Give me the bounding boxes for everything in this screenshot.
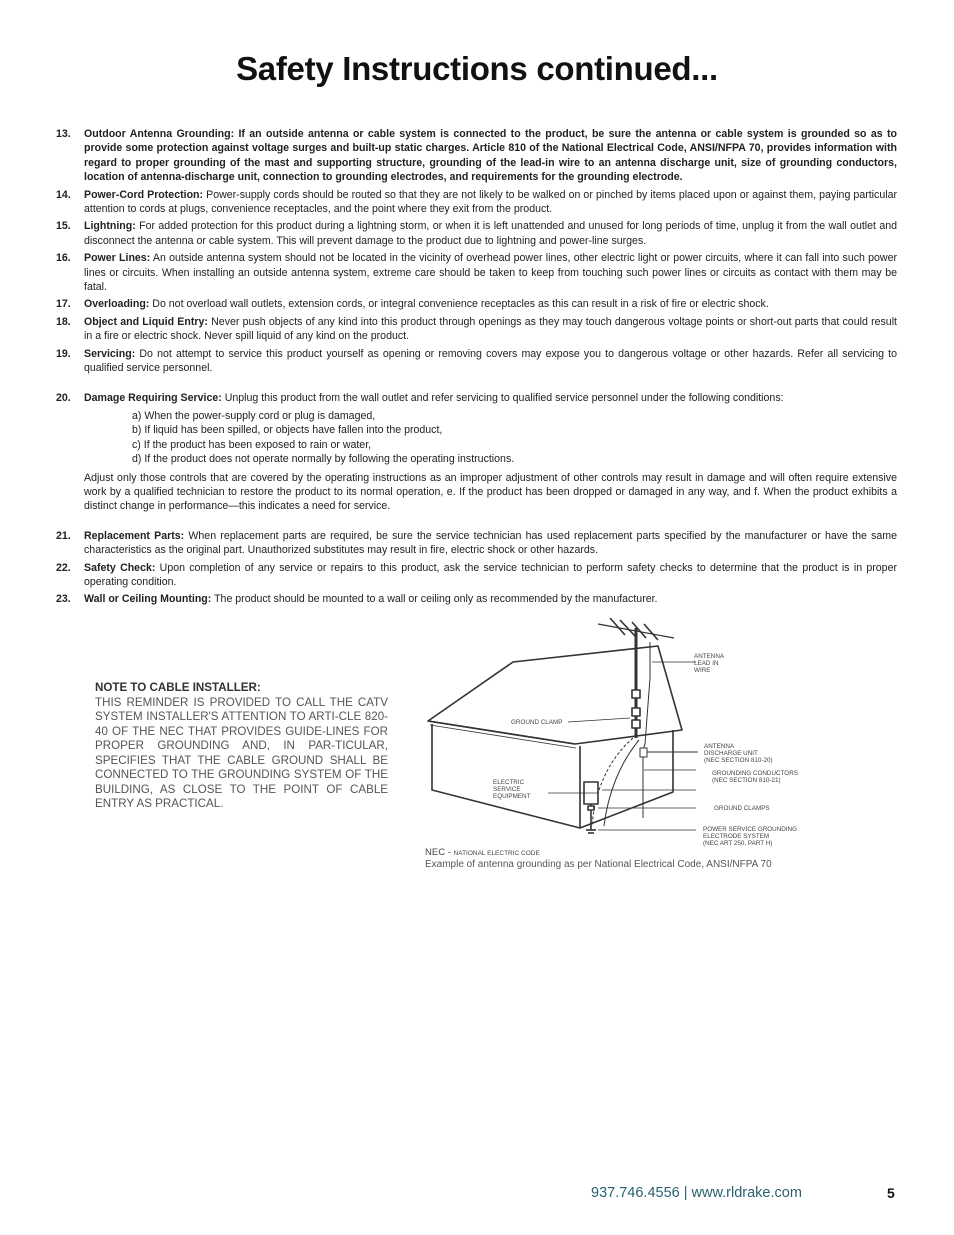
- condition-item: a) When the power-supply cord or plug is damaged,: [132, 409, 376, 422]
- label-electric-service-2: SERVICE: [493, 786, 521, 793]
- label-power-service-1: POWER SERVICE GROUNDING: [703, 826, 797, 833]
- label-antenna-lead-2: LEAD IN: [694, 660, 719, 667]
- instruction-item-19: [56, 347, 897, 376]
- instruction-item-14: [56, 188, 897, 217]
- footer-contact: 937.746.4556 | www.rldrake.com: [591, 1185, 802, 1201]
- note-title: NOTE TO CABLE INSTALLER:: [95, 681, 261, 694]
- svg-text:ANTENNA: [694, 653, 725, 660]
- item-heading: Servicing:: [84, 347, 136, 360]
- svg-text:EQUIPMENT: [493, 793, 531, 800]
- condition-item: b) If liquid has been spilled, or objects have fallen into the product,: [132, 424, 443, 437]
- item-text: The product should be mounted to a wall or ceiling only as recommended by the manufacturer.: [214, 593, 658, 606]
- item-text: Do not overload wall outlets, extension cords, or integral convenience receptacles as this can result in a risk of fire or electric shock.: [152, 298, 769, 311]
- label-power-service-2: ELECTRODE SYSTEM: [703, 833, 770, 840]
- item-heading: Lightning:: [84, 220, 136, 233]
- label-discharge-2: DISCHARGE UNIT: [704, 750, 758, 757]
- svg-text:DISCHARGE UNIT: [704, 750, 758, 757]
- item-number: 18.: [56, 315, 71, 328]
- item-text: Power-supply cords should be routed so that they are not likely to be walked on or pinched by items placed upon or against them, paying particular attention to cords at plugs, convenience receptacles, and the point where they exit from the product.: [84, 188, 897, 216]
- item-text: An outside antenna system should not be located in the vicinity of overhead power lines, other electric light or power circuits, where it can fall into such power lines or circuits. When installing an outside antenna system, extreme care should be taken to keep from touching such power lines or circuits as contact with them may be fatal.: [84, 252, 897, 294]
- svg-text:(NEC SECTION 810-20): [704, 757, 773, 764]
- instruction-item-13: [56, 127, 897, 185]
- page-title: Safety Instructions continued...: [236, 50, 718, 87]
- item-text: Upon completion of any service or repairs to this product, ask the service technician to perform safety checks to determine that the product is in proper operating condition.: [84, 561, 897, 588]
- note-text: THIS REMINDER IS PROVIDED TO CALL THE CATV SYSTEM INSTALLER'S ATTENTION TO ARTI-CLE 820-40 OF THE NEC THAT PROVIDES GUIDE-LINES FOR PROPER GROUNDING AND, IN PAR-TICULAR, SPECIFIES THAT THE CABLE GROUND SHALL BE CONNECTED TO THE GROUNDING SYSTEM OF THE BUILDING, AS CLOSE TO THE POINT OF CABLE ENTRY AS PRACTICAL.: [95, 695, 388, 810]
- svg-text:ANTENNA: [704, 743, 735, 750]
- svg-text:LEAD IN: [694, 660, 719, 667]
- condition-item: c) If the product has been exposed to rain or water,: [132, 438, 372, 451]
- instruction-item-23: [56, 592, 897, 606]
- svg-text:GROUNDING CONDUCTORS: [712, 770, 798, 777]
- label-grounding-conductors-1: GROUNDING CONDUCTORS: [712, 770, 798, 777]
- item-heading: Power-Cord Protection:: [84, 188, 204, 201]
- item-heading: Outdoor Antenna Grounding:: [84, 128, 235, 140]
- item-heading: Power Lines:: [84, 252, 151, 265]
- svg-text:WIRE: [694, 667, 710, 674]
- label-grounding-conductors-2: (NEC SECTION 810-21): [712, 777, 781, 784]
- item-text: If an outside antenna or cable system is connected to the product, be sure the antenna or cable system is grounded so as to provide some protection against voltage surges and built-up static charges. Article 810 of the National Electrical Code, ANSI/NFPA 70, provides information with regard to proper grounding of the mast and supporting structure, grounding of the lead-in wire to an antenna discharge unit, size of grounding conductors, location of antenna-discharge unit, connection to grounding electrodes, and requirements for the grounding electrode.: [84, 128, 897, 184]
- label-discharge-3: (NEC SECTION 810-20): [704, 757, 773, 764]
- instruction-item-18: [56, 315, 897, 344]
- item-text: Never push objects of any kind into this product through openings as they may touch dangerous voltage points or short-out parts that could result in a fire or electric shock. Never spill liquid of any kind on the product.: [84, 315, 897, 343]
- safety-instruction-list: [56, 127, 897, 607]
- instruction-item-15: [56, 219, 897, 248]
- item-text: Do not attempt to service this product yourself as opening or removing covers may expose you to dangerous voltage or other hazards. Refer all servicing to qualified service personnel.: [84, 347, 897, 375]
- svg-text:(NEC ART 250, PART H): [703, 840, 772, 847]
- nec-full-name: NATIONAL ELECTRIC CODE: [453, 850, 540, 857]
- item-text: Unplug this product from the wall outlet and refer servicing to qualified service personnel under the following conditions:: [224, 391, 784, 404]
- nec-abbreviation: NEC -: [425, 847, 451, 858]
- item-number: 17.: [56, 298, 71, 311]
- label-electric-service-1: ELECTRIC: [493, 779, 525, 786]
- item-heading: Object and Liquid Entry:: [84, 315, 208, 328]
- instruction-item-20: [56, 391, 897, 514]
- instruction-item-22: [56, 561, 897, 590]
- item-number: 22.: [56, 561, 71, 574]
- label-antenna-lead-1: ANTENNA: [694, 653, 725, 660]
- instruction-item-21: [56, 529, 897, 558]
- page-number: 5: [887, 1185, 895, 1201]
- instruction-item-16: [56, 251, 897, 294]
- condition-list: [84, 409, 897, 467]
- svg-text:(NEC SECTION 810-21): [712, 777, 781, 784]
- adjustment-paragraph: Adjust only those controls that are covered by the operating instructions as an improper adjustment of other controls may result in damage and will often require extensive work by a qualified technician to restore the product to its normal operation, e. If the product has been dropped or damaged in any way, and f. When the product exhibits a distinct change in performance—this indicates a need for service.: [84, 471, 897, 513]
- item-number: 16.: [56, 252, 71, 265]
- item-text: For added protection for this product during a lightning storm, or when it is left unattended and unused for long periods of time, unplug it from the wall outlet and disconnect the antenna or cable system. This will prevent damage to the product due to lightning and power-line surges.: [84, 220, 897, 247]
- item-heading: Overloading:: [84, 298, 150, 311]
- label-ground-clamps: GROUND CLAMPS: [714, 805, 770, 812]
- svg-text:GROUND CLAMPS: [714, 805, 770, 812]
- item-number: 21.: [56, 529, 71, 542]
- svg-text:SERVICE: [493, 786, 521, 793]
- svg-text:NEC - NATIONAL ELECTRIC CO: [425, 847, 540, 858]
- item-number: 23.: [56, 593, 71, 606]
- item-number: 15.: [56, 220, 71, 233]
- item-heading: Safety Check:: [84, 561, 156, 574]
- label-electric-service-3: EQUIPMENT: [493, 793, 531, 800]
- diagram-caption: Example of antenna grounding as per National Electrical Code, ANSI/NFPA 70: [425, 859, 772, 870]
- item-heading: Replacement Parts:: [84, 529, 185, 542]
- item-heading: Damage Requiring Service:: [84, 391, 222, 404]
- svg-text:GROUND CLAMP: [511, 719, 562, 726]
- instruction-item-17: [56, 297, 897, 311]
- label-antenna-lead-3: WIRE: [694, 667, 711, 674]
- cable-installer-note: [95, 681, 388, 812]
- svg-text:ELECTRIC: [493, 779, 525, 786]
- item-number: 20.: [56, 391, 71, 404]
- item-text: When replacement parts are required, be sure the service technician has used replacement parts specified by the manufacturer or have the same characteristics as the original part. Unauthorized substitutes may result in fire, electric shock or other hazards.: [84, 529, 897, 557]
- svg-text:POWER SERVICE GROUNDING: [703, 826, 797, 833]
- antenna-grounding-diagram: [420, 618, 820, 878]
- label-discharge-1: ANTENNA: [704, 743, 735, 750]
- label-power-service-3: (NEC ART 250, PART H): [703, 840, 773, 847]
- house-outline: [428, 646, 682, 828]
- svg-text:ELECTRODE SYSTEM: [703, 833, 769, 840]
- item-number: 14.: [56, 188, 71, 201]
- condition-item: d) If the product does not operate normally by following the operating instructions.: [132, 453, 515, 466]
- item-number: 19.: [56, 347, 71, 360]
- item-number: 13.: [56, 128, 71, 140]
- label-ground-clamp: GROUND CLAMP: [511, 719, 563, 726]
- item-heading: Wall or Ceiling Mounting:: [84, 593, 212, 606]
